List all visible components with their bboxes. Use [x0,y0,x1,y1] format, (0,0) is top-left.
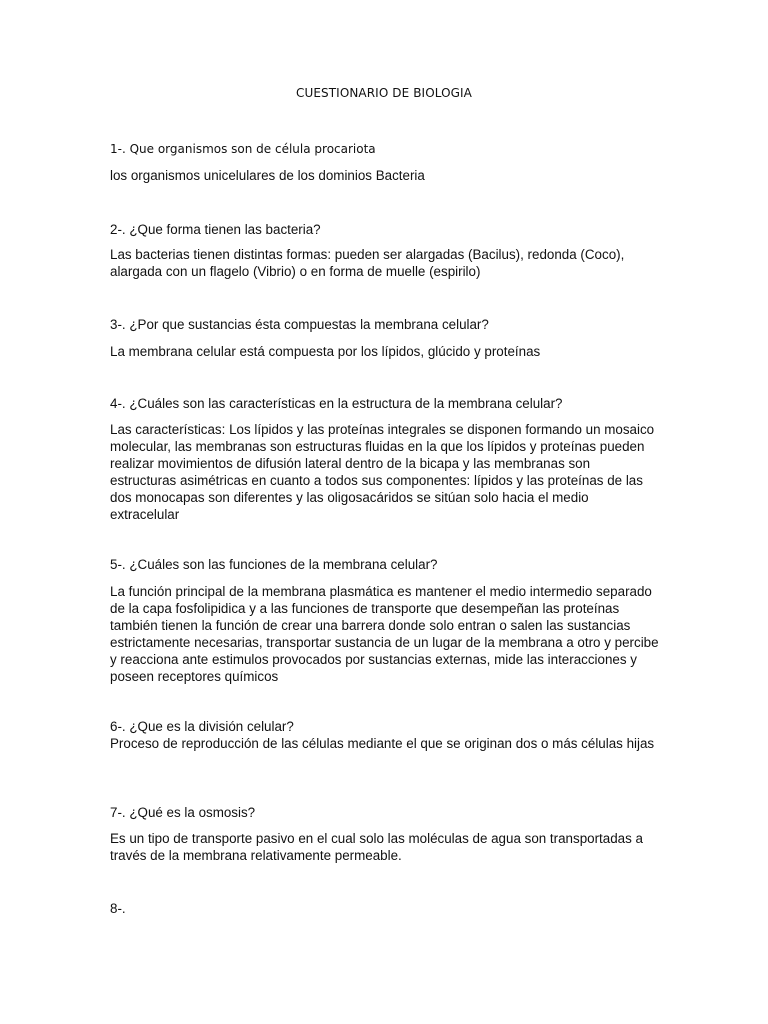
question-2: 2-. ¿Que forma tienen las bacteria? [110,222,321,237]
answer-4: Las características: Los lípidos y las proteínas integrales se disponen formando un mosaico molecular, las membranas son estructuras fluidas en la que los lípidos y proteínas pueden realizar movimientos de difusión lateral dentro de la bicapa y las membranas son estructuras asimétricas en cuanto a todos sus componentes: lípidos y las proteínas de las dos monocapas son diferentes y las oligosacáridos se sitúan solo hacia el medio extracelular [110,422,655,522]
question-5: 5-. ¿Cuáles son las funciones de la membrana celular? [110,557,438,572]
answer-2: Las bacterias tienen distintas formas: pueden ser alargadas (Bacilus), redonda (Coco), alargada con un flagelo (Vibrio) o en forma de muelle (espirilo) [110,247,625,279]
question-6: 6-. ¿Que es la división celular? [110,719,294,734]
answer-5: La función principal de la membrana plasmática es mantener el medio intermedio separado de la capa fosfolipidica y a las funciones de transporte que desempeñan las proteínas también tienen la función de crear una barrera donde solo entran o salen las sustancias estrictamente necesarias, transportar sustancia de un lugar de la membrana a otro y percibe y reacciona ante estimulos provocados por sustancias externas, mide las interacciones y poseen receptores químicos [110,584,659,684]
answer-7: Es un tipo de transporte pasivo en el cual solo las moléculas de agua son transportadas a través de la membrana relativamente permeable. [110,831,643,863]
answer-3: La membrana celular está compuesta por los lípidos, glúcido y proteínas [110,344,541,359]
question-3: 3-. ¿Por que sustancias ésta compuestas la membrana celular? [110,317,489,332]
question-8: 8-. [110,901,126,916]
answer-6: Proceso de reproducción de las células mediante el que se originan dos o más células hijas [110,736,655,751]
document-title: CUESTIONARIO DE BIOLOGIA [295,86,472,100]
question-4: 4-. ¿Cuáles son las características en la estructura de la membrana celular? [110,396,563,411]
question-1: 1-. Que organismos son de célula procariota [110,142,376,156]
question-7: 7-. ¿Qué es la osmosis? [110,805,256,820]
answer-1: los organismos unicelulares de los dominios Bacteria [110,168,425,183]
